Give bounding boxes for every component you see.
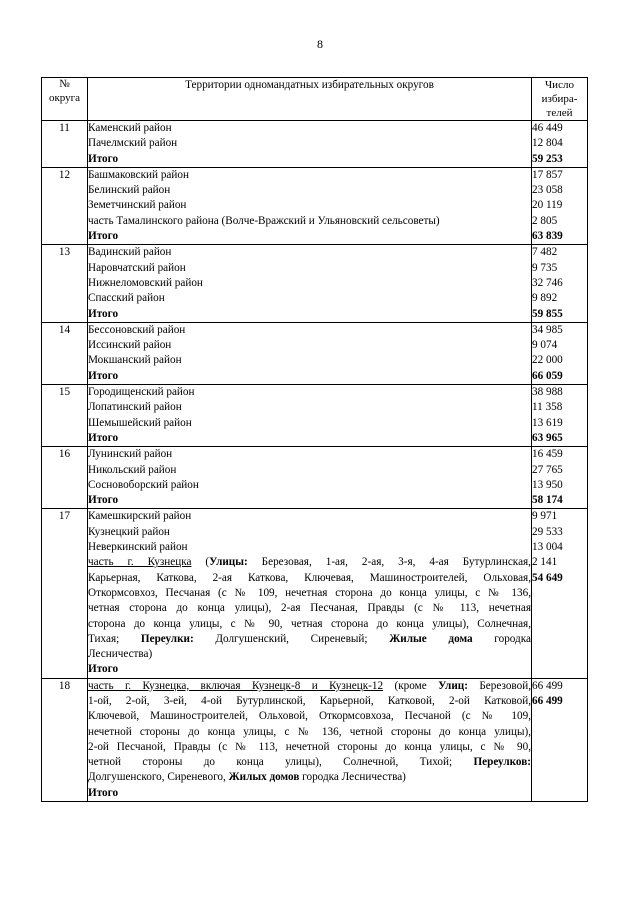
district-voters [532, 167, 588, 244]
total-label: Итого [88, 786, 119, 799]
text-segment: четная сторона до конца улицы), 2-ая Песчаная, Правды (с № 113, нечетная [88, 602, 531, 615]
territory-item: Каменский район [88, 122, 172, 134]
district-total: 66 059 [532, 369, 563, 382]
total-label: Итого [88, 230, 119, 243]
district-voters [532, 447, 588, 509]
voter-count: 9 074 [532, 339, 558, 352]
territory-description-line [88, 617, 531, 632]
text-segment: Жилые дома [389, 632, 473, 645]
district-row [42, 245, 588, 322]
territory-description-line [88, 709, 531, 724]
voter-count: 11 358 [532, 401, 563, 414]
text-segment: часть г. Кузнецка [88, 556, 192, 569]
text-segment: Ключевой, Машиностроителей, Ольховой, Откормсовхоза, Песчаной (с № 109, [88, 710, 531, 723]
district-total: 59 253 [532, 152, 563, 165]
territory-description-line [88, 694, 531, 709]
district-number: 13 [42, 245, 88, 322]
text-segment: часть г. Кузнецка, включая Кузнецк-8 и Кузнецк-12 [88, 679, 384, 692]
territory-item: Наровчатский район [88, 261, 186, 274]
total-label: Итого [88, 369, 119, 382]
district-number: 14 [42, 322, 88, 384]
text-segment: Березовая, 1-ая, 2-ая, 3-я, 4-ая Бутурлинская, [247, 556, 531, 569]
text-segment: нечетной стороны до конца улицы, с № 136, четной стороны до конца улицы), [88, 725, 531, 738]
header-count-line: Число [545, 79, 574, 91]
text-segment: Лесничества) [88, 648, 153, 661]
territory-item: Шемышейский район [88, 416, 192, 429]
header-voter-count [532, 78, 588, 121]
district-voters [532, 245, 588, 322]
header-number-line: № [59, 78, 70, 90]
district-voters [532, 509, 588, 678]
territory-item: Белинский район [88, 184, 171, 197]
text-segment: (кроме [383, 679, 439, 692]
territory-description-line [88, 755, 531, 770]
territory-description-line [88, 555, 531, 570]
voter-count: 16 459 [532, 448, 563, 461]
voter-count: 9 892 [532, 292, 558, 305]
text-segment: городка Лесничества) [299, 771, 406, 784]
territory-description-line [88, 679, 531, 694]
district-territories [88, 167, 532, 244]
district-row [42, 121, 588, 168]
territory-item: Вадинский район [88, 246, 172, 259]
territory-item: Лунинский район [88, 448, 173, 461]
voter-count: 34 985 [532, 323, 563, 336]
voter-count: 66 499 [532, 679, 563, 692]
territory-description-line [88, 632, 531, 647]
district-row [42, 167, 588, 244]
header-district-number [42, 78, 88, 121]
text-segment: Переулков: [473, 756, 531, 769]
territory-item: Спасский район [88, 292, 165, 305]
district-territories [88, 678, 532, 801]
territory-description-line [88, 586, 531, 601]
text-segment: Жилых домов [228, 771, 300, 784]
text-segment: городка [472, 632, 531, 645]
header-number-line: округа [48, 91, 81, 104]
voter-count: 13 950 [532, 478, 563, 491]
district-territories [88, 121, 532, 168]
district-territories [88, 322, 532, 384]
district-voters [532, 678, 588, 801]
voter-count: 20 119 [532, 199, 563, 212]
territory-item: Бессоновский район [88, 323, 186, 336]
text-segment: Переулки: [140, 632, 194, 645]
voter-count: 32 746 [532, 276, 563, 289]
districts-body [42, 121, 588, 802]
voter-count: 9 735 [532, 261, 558, 274]
voter-count: 2 141 [532, 556, 558, 569]
territory-item: Никольский район [88, 463, 177, 476]
territory-item: Башмаковский район [88, 168, 189, 181]
text-segment: 2-ой Песчаной, Правды (с № 113, нечетной стороны до конца улицы, с № 90, [88, 740, 531, 753]
district-total: 54 649 [532, 571, 563, 584]
district-territories [88, 245, 532, 322]
voter-count: 17 857 [532, 168, 563, 181]
voter-count: 29 533 [532, 525, 563, 538]
header-territory: Территории одномандатных избирательных округов [88, 78, 532, 121]
voter-count: 9 971 [532, 510, 558, 523]
voter-count: 38 988 [532, 386, 563, 399]
district-voters [532, 385, 588, 447]
voter-count: 46 449 [532, 122, 563, 134]
territory-description-line [88, 647, 531, 662]
voter-count: 27 765 [532, 463, 563, 476]
total-label: Итого [88, 494, 119, 507]
territory-item: Нижнеломовский район [88, 276, 203, 289]
text-segment: Улицы: [209, 556, 248, 569]
voter-count: 22 000 [532, 354, 563, 367]
territory-item: часть Тамалинского района (Волче-Вражский и Ульяновский сельсоветы) [88, 214, 440, 227]
district-voters [532, 121, 588, 168]
district-number: 15 [42, 385, 88, 447]
district-territories [88, 385, 532, 447]
districts-table [41, 77, 588, 802]
district-total: 58 174 [532, 494, 563, 507]
territory-item: Кузнецкий район [88, 525, 170, 538]
district-row [42, 678, 588, 801]
district-total: 63 965 [532, 431, 563, 444]
district-voters [532, 322, 588, 384]
text-segment: Улиц: [438, 679, 468, 692]
territory-item: Городищенский район [88, 386, 195, 399]
territory-description-line [88, 740, 531, 755]
district-territories [88, 447, 532, 509]
text-segment: сторона до конца улицы, с № 90, четная сторона до конца улицы), Солнечная, [88, 617, 531, 630]
text-segment: Откормсовхоз, Песчаная (с № 109, нечетная сторона до конца улицы, с № 136, [88, 586, 531, 599]
table-header-row [42, 78, 588, 121]
district-row [42, 509, 588, 678]
voter-count: 2 805 [532, 214, 558, 227]
district-number: 16 [42, 447, 88, 509]
header-count-line: избира- [541, 93, 578, 105]
total-label: Итого [88, 431, 119, 444]
total-label: Итого [88, 307, 119, 320]
district-territories [88, 509, 532, 678]
territory-item: Пачелмский район [88, 137, 178, 150]
territory-item: Сосновоборский район [88, 478, 199, 491]
district-number: 12 [42, 167, 88, 244]
district-number: 11 [42, 121, 88, 168]
text-segment: Березовой, [467, 679, 531, 692]
district-total: 66 499 [532, 694, 563, 707]
territory-item: Неверкинский район [88, 541, 188, 554]
text-segment: Карьерная, Каткова, 2-ая Каткова, Ключевая, Машиностроителей, Ольховая, [88, 571, 531, 584]
voter-count: 13 619 [532, 416, 563, 429]
territory-item: Иссинский район [88, 339, 172, 352]
district-row [42, 447, 588, 509]
text-segment: Долгушенский, Сиреневый; [193, 632, 390, 645]
territory-item: Мокшанский район [88, 354, 182, 367]
district-number: 18 [42, 678, 88, 801]
text-segment: 1-ой, 2-ой, 3-ей, 4-ой Бутурлинской, Карьерной, Катковой, 2-ой Катковой, [88, 694, 531, 707]
territory-item: Лопатинский район [88, 401, 182, 414]
district-total: 63 839 [532, 230, 563, 243]
text-segment: Тихая; [88, 632, 141, 645]
text-segment: ( [191, 556, 210, 569]
district-row [42, 322, 588, 384]
text-segment: четной стороны до конца улицы), Солнечной, Тихой; [88, 756, 474, 769]
district-row [42, 385, 588, 447]
territory-description-line [88, 770, 531, 785]
voter-count: 7 482 [532, 246, 558, 259]
territory-item: Камешкирский район [88, 510, 192, 523]
voter-count: 12 804 [532, 137, 563, 150]
district-number: 17 [42, 509, 88, 678]
page-number: 8 [317, 37, 323, 51]
text-segment: Долгушенского, Сиреневого, [88, 771, 229, 784]
voter-count: 23 058 [532, 184, 563, 197]
district-total: 59 855 [532, 307, 563, 320]
header-count-line: телей [546, 107, 573, 119]
territory-description-line [88, 601, 531, 616]
territory-item: Земетчинский район [88, 199, 187, 212]
voter-count: 13 004 [532, 541, 563, 554]
total-label: Итого [88, 663, 119, 676]
territory-description-line [88, 725, 531, 740]
total-label: Итого [88, 152, 119, 165]
territory-description-line [88, 571, 531, 586]
